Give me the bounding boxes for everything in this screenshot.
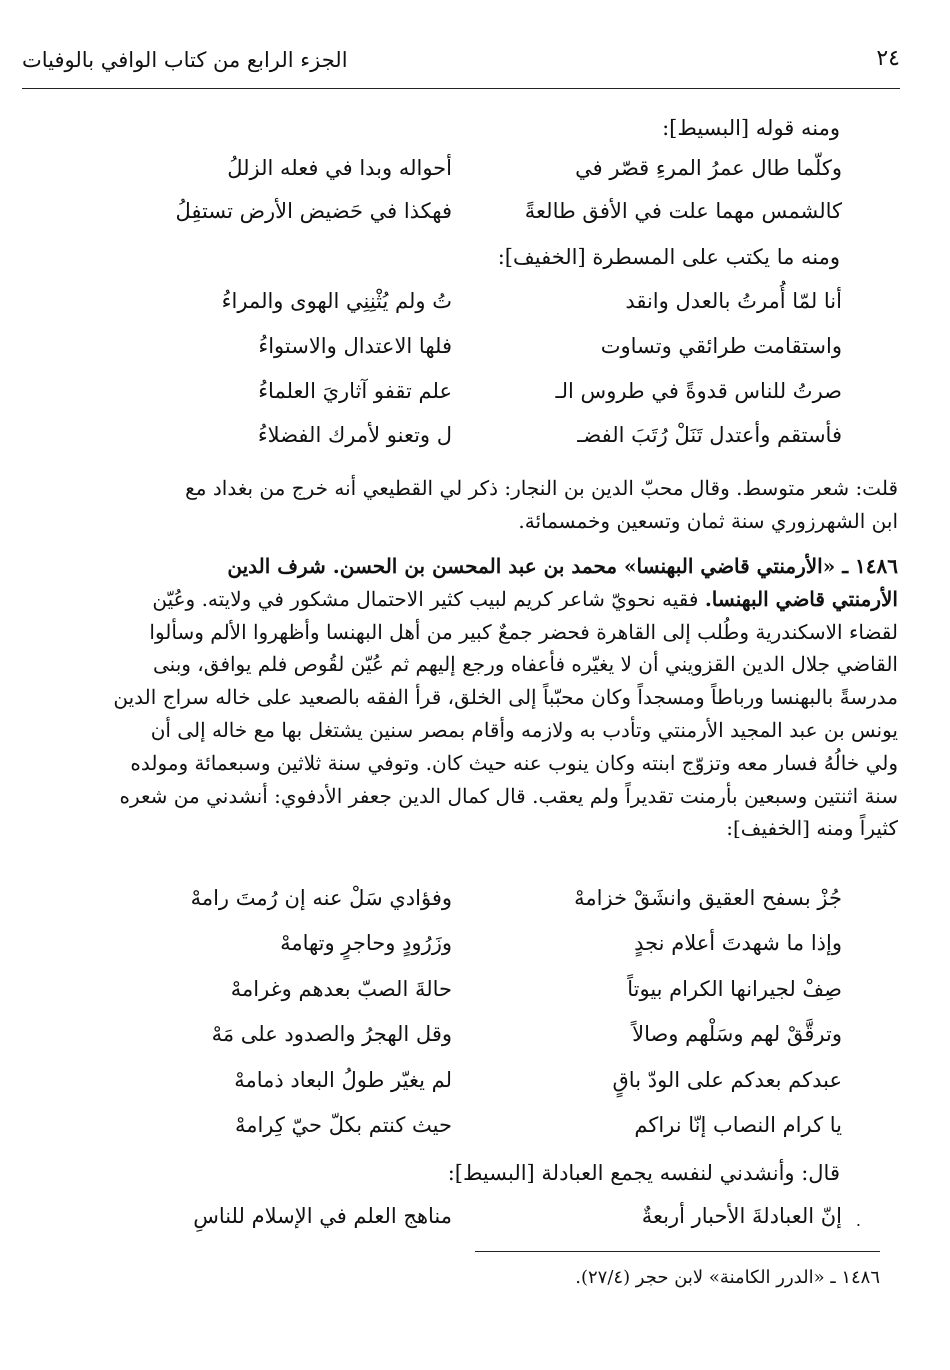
- verse-second-hemistich: وزَرُودٍ وحاجرٍ وتهامهْ: [280, 931, 452, 955]
- verse-second-hemistich: أحواله وبدا في فعله الزللُ: [227, 156, 452, 180]
- verse-first-hemistich: كالشمس مهما علت في الأفق طالعةً: [524, 199, 842, 223]
- verse-first-hemistich: جُزْ بسفح العقيق وانشَقْ خزامهْ: [574, 886, 842, 910]
- verse-first-hemistich: صِفْ لجيرانها الكرام بيوتاً: [627, 977, 842, 1001]
- text-line: ولي خالُهُ فسار معه وتزوّج ابنته وكان ينوب عنه حيث كان. وتوفي سنة ثلاثين وسبعمائة ومولده: [130, 750, 898, 775]
- verse-first-hemistich: وكلّما طال عمرُ المرءِ قصّر في: [575, 156, 842, 180]
- text-line: مدرسةً بالبهنسا ورباطاً ومسجداً وكان محبّباً إلى الخلق، قرأ الفقه بالصعيد على خاله سراج الدين: [113, 685, 898, 710]
- verse-second-hemistich: حالةَ الصبّ بعدهم وغرامهْ: [230, 977, 452, 1001]
- intro-line: قال: وأنشدني لنفسه يجمع العبادلة [البسيط]:: [447, 1161, 840, 1185]
- intro-line: ومنه قوله [البسيط]:: [662, 116, 840, 140]
- verse-first-hemistich: وإذا ما شهدتَ أعلام نجدٍ: [634, 931, 842, 955]
- verse-first-hemistich: عبدكم بعدكم على الودّ باقٍ: [612, 1068, 842, 1092]
- entry-heading: ١٤٨٦ ـ «الأرمنتي قاضي البهنسا» محمد بن عبد المحسن بن الحسن. شرف الدين: [227, 554, 898, 578]
- page-number: ٢٤: [876, 46, 900, 71]
- verse-first-hemistich: وترقَّقْ لهم وسَلْهم وصالاً: [632, 1022, 842, 1046]
- text-line: لقضاء الاسكندرية وطُلب إلى القاهرة فحضر جمعٌ كبير من أهل البهنسا وأظهروا الألم وسألوا: [149, 619, 898, 644]
- text-line: قلت: شعر متوسط. وقال محبّ الدين بن النجار: ذكر لي القطيعي أنه خرج من بغداد مع: [185, 476, 898, 500]
- verse-second-hemistich: وقل الهجرُ والصدود على مَهْ: [211, 1022, 452, 1046]
- verse-second-hemistich: حيث كنتم بكلّ حيّ كِرامهْ: [234, 1113, 452, 1137]
- verse-second-hemistich: ل وتعنو لأمرك الفضلاءُ: [257, 423, 452, 447]
- verse-first-hemistich: أنا لمّا أُمرتُ بالعدل وانقد: [625, 289, 842, 313]
- text-line: القاضي جلال الدين القزويني أن لا يغيّره فأعفاه ورجع إليهم ثم عُيّن لقُوص فلم يوافق، وبنى: [153, 652, 898, 677]
- verse-first-hemistich: فأستقم وأعتدل تَنَلْ رُتَبَ الفضـ: [577, 423, 842, 447]
- intro-line: ومنه ما يكتب على المسطرة [الخفيف]:: [497, 245, 840, 269]
- biography-entry: [52, 550, 898, 845]
- verse-second-hemistich: علم تقفو آثاريَ العلماءُ: [258, 379, 452, 403]
- verse-second-hemistich: فلها الاعتدال والاستواءُ: [258, 334, 452, 358]
- verse-first-hemistich: إنّ العبادلةَ الأحبار أربعةٌ: [641, 1204, 842, 1228]
- verse-second-hemistich: وفؤادي سَلْ عنه إن رُمتَ رامهْ: [190, 886, 452, 910]
- verse-second-hemistich: مناهج العلم في الإسلام للناسِ: [193, 1204, 452, 1228]
- commentary-paragraph: [52, 472, 898, 538]
- verse-second-hemistich: لم يغيّر طولُ البعاد ذمامهْ: [234, 1068, 452, 1092]
- text-line: يونس بن عبد المجيد الأرمنتي وتأدب به ولازمه وأقام بمصر سنين يشتغل بها مع خاله إلى أن: [150, 717, 898, 742]
- page-header: [22, 38, 900, 89]
- verse-first-hemistich: يا كرام النصاب إنّا نراكم: [634, 1113, 842, 1137]
- text-line: كثيراً ومنه [الخفيف]:: [726, 816, 898, 841]
- text-line: فقيه نحويّ شاعر كريم لبيب كثير الاحتمال مشكور في ولايته. وعُيّن: [152, 586, 699, 611]
- text-line: سنة اثنتين وسبعين بأرمنت تقديراً ولم يعقب. قال كمال الدين جعفر الأدفوي: أنشدني من شعره: [119, 783, 898, 808]
- entry-heading-continued: الأرمنتي قاضي البهنسا.: [704, 586, 898, 611]
- verse-first-hemistich: واستقامت طرائقي وتساوت: [600, 334, 842, 358]
- verse-first-hemistich: صرتُ للناس قدوةً في طروس الـ: [555, 379, 842, 403]
- verse-second-hemistich: تُ ولم يُثْنِنِي الهوى والمراءُ: [221, 289, 452, 313]
- margin-marker: .: [855, 1211, 861, 1230]
- text-line: ابن الشهرزوري سنة ثمان وتسعين وخمسمائة.: [518, 508, 898, 533]
- footnote-divider: [475, 1251, 880, 1252]
- footnote: ١٤٨٦ ـ «الدرر الكامنة» لابن حجر (٢٧/٤).: [575, 1267, 880, 1288]
- verse-second-hemistich: فهكذا في حَضيض الأرض تستفِلُ: [175, 199, 452, 223]
- running-title: الجزء الرابع من كتاب الوافي بالوفيات: [22, 48, 348, 72]
